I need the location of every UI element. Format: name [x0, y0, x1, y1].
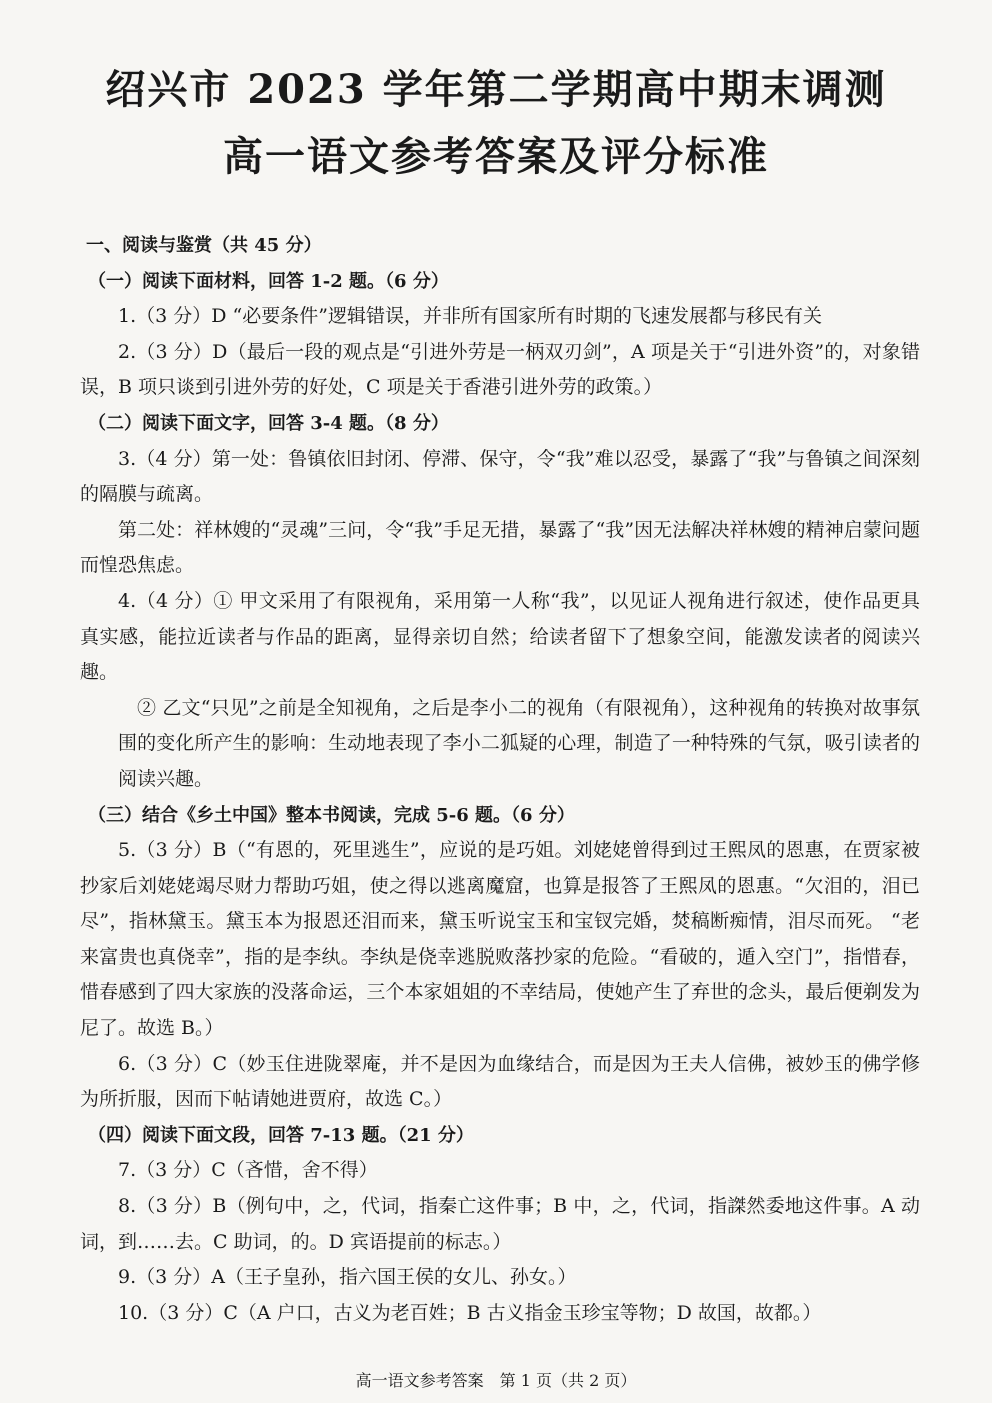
- answer-q7: 7.（3 分）C（吝惜，舍不得）: [118, 1159, 378, 1182]
- exam-title: 绍兴市 2023 学年第二学期高中期末调测: [105, 66, 887, 113]
- part-heading-2: （二）阅读下面文字，回答 3-4 题。（8 分）: [88, 412, 449, 434]
- document-subtitle: 高一语文参考答案及评分标准: [223, 133, 769, 180]
- answer-content: [80, 226, 920, 1331]
- answer-q4-point2: ② 乙文“只见”之前是全知视角，之后是李小二的视角（有限视角），这种视角的转换对故事氛围的变化所产生的影响：生动地表现了李小二狐疑的心理，制造了一种特殊的气氛，吸引读者的阅读兴趣。: [118, 696, 920, 790]
- answer-q3-first: 3.（4 分）第一处：鲁镇依旧封闭、停滞、保守，令“我”难以忍受，暴露了“我”与鲁镇之间深刻的隔膜与疏离。: [80, 447, 920, 506]
- answer-q3-second: 第二处：祥林嫂的“灵魂”三问，令“我”手足无措，暴露了“我”因无法解决祥林嫂的精神启蒙问题而惶恐焦虑。: [80, 518, 920, 577]
- answer-q2: 2.（3 分）D（最后一段的观点是“引进外劳是一柄双刃剑”，A 项是关于“引进外资”的，对象错误，B 项只谈到引进外劳的好处，C 项是关于香港引进外劳的政策。）: [80, 340, 920, 399]
- answer-q1: 1.（3 分）D “必要条件”逻辑错误，并非所有国家所有时期的飞速发展都与移民有关: [118, 305, 822, 328]
- section-heading: 一、阅读与鉴赏（共 45 分）: [86, 235, 322, 256]
- answer-q9: 9.（3 分）A（王子皇孙，指六国王侯的女儿、孙女。）: [118, 1266, 577, 1289]
- part-heading-3: （三）结合《乡土中国》整本书阅读，完成 5-6 题。（6 分）: [88, 804, 575, 826]
- answer-q6: 6.（3 分）C（妙玉住进陇翠庵，并不是因为血缘结合，而是因为王夫人信佛，被妙玉的佛学修为所折服，因而下帖请她进贾府，故选 C。）: [80, 1052, 920, 1111]
- page-footer: 高一语文参考答案 第 1 页（共 2 页）: [355, 1371, 637, 1390]
- answer-q5: 5.（3 分）B（“有恩的，死里逃生”，应说的是巧姐。刘姥姥曾得到过王熙凤的恩惠，在贾家被抄家后刘姥姥竭尽财力帮助巧姐，使之得以逃离魔窟，也算是报答了王熙凤的恩惠。“欠泪的，泪已尽”，指林黛玉。黛玉本为报恩还泪而来，黛玉听说宝玉和宝钗完婚，焚稿断痴情，泪尽而死。 “老来富贵也真侥幸”，指的是李纨。李纨是侥幸逃脱败落抄家的危险。“看破的，遁入空门”，指惜春，惜春感到了四大家族的没落命运，三个本家姐姐的不幸结局，使她产生了弃世的念头，最后便剃发为尼了。故选 B。）: [80, 839, 920, 1040]
- answer-q8: 8.（3 分）B（例句中，之，代词，指秦亡这件事；B 中，之，代词，指謋然委地这件事。A 动词，到……去。C 助词，的。D 宾语提前的标志。）: [80, 1195, 920, 1253]
- part-heading-4: （四）阅读下面文段，回答 7-13 题。（21 分）: [88, 1124, 474, 1146]
- answer-q10: 10.（3 分）C（A 户口，古义为老百姓；B 古义指金玉珍宝等物；D 故国，故都。）: [118, 1301, 822, 1324]
- answer-q4-point1: 4.（4 分）① 甲文采用了有限视角，采用第一人称“我”，以见证人视角进行叙述，使作品更具真实感，能拉近读者与作品的距离，显得亲切自然；给读者留下了想象空间，能激发读者的阅读兴趣。: [80, 589, 920, 684]
- part-heading-1: （一）阅读下面材料，回答 1-2 题。（6 分）: [88, 270, 449, 292]
